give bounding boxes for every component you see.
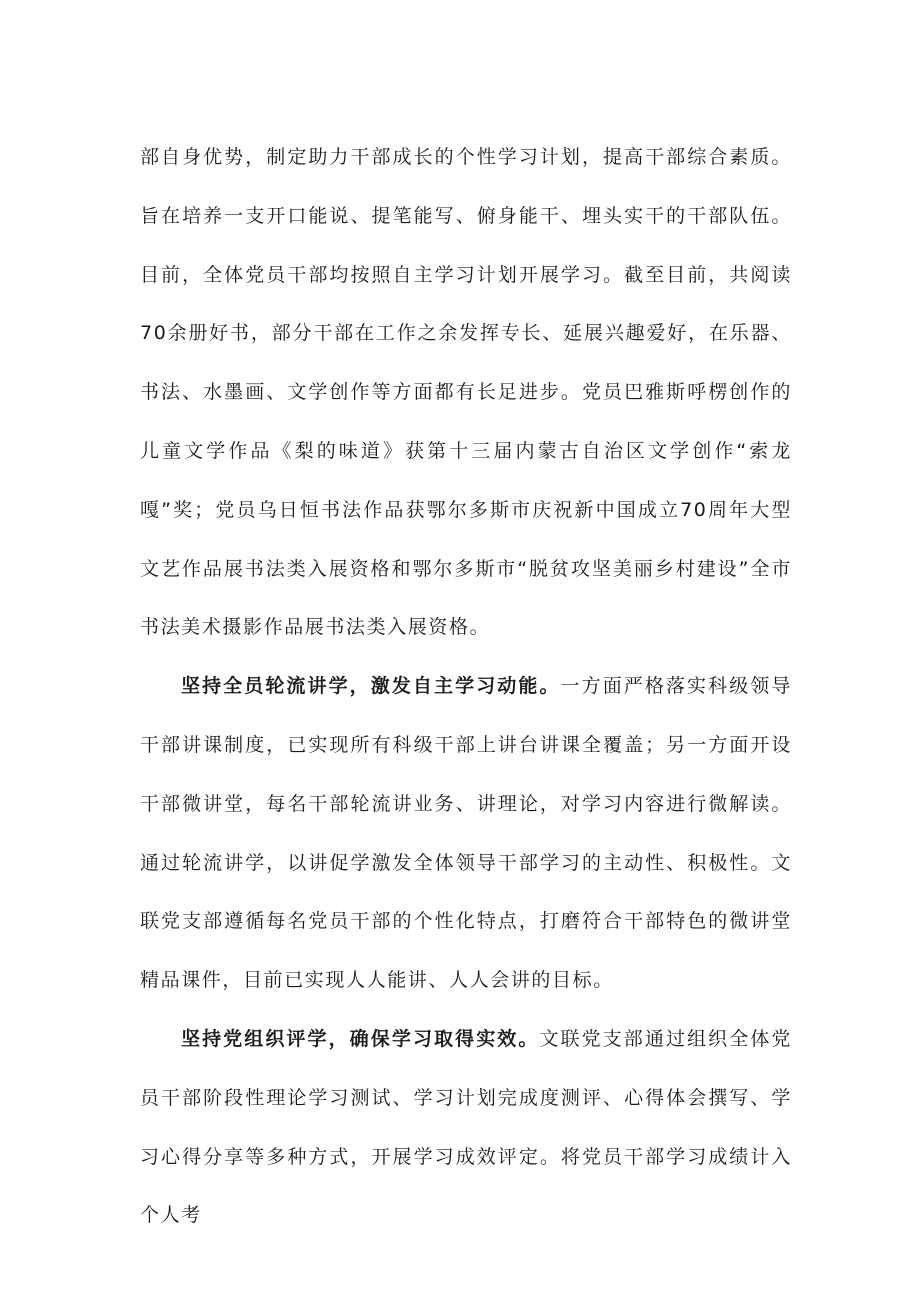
document-body [140, 128, 792, 1245]
paragraph-text: 部自身优势，制定助力干部成长的个性学习计划，提高干部综合素质。旨在培养一支开口能说、提笔能写、俯身能干、埋头实干的干部队伍。目前，全体党员干部均按照自主学习计划开展学习。截至目前，共阅读70余册好书，部分干部在工作之余发挥专长、延展兴趣爱好，在乐器、书法、水墨画、文学创作等方面都有长足进步。党员巴雅斯呼楞创作的儿童文学作品《梨的味道》获第十三届内蒙古自治区文学创作“索龙嘎”奖；党员乌日恒书法作品获鄂尔多斯市庆祝新中国成立70周年大型文艺作品展书法类入展资格和鄂尔多斯市“脱贫攻坚美丽乡村建设”全市书法美术摄影作品展书法类入展资格。 [140, 146, 792, 639]
paragraph-party-evaluation [140, 1010, 792, 1245]
paragraph-heading: 坚持全员轮流讲学，激发自主学习动能。 [181, 675, 561, 698]
paragraph-text: 文联党支部通过组织全体党员干部阶段性理论学习测试、学习计划完成度测评、心得体会撰写、学习心得分享等多种方式，开展学习成效评定。将党员干部学习成绩计入个人考 [140, 1027, 793, 1227]
paragraph-rotating-lectures [140, 657, 792, 1010]
paragraph-continuation [140, 128, 792, 657]
paragraph-heading: 坚持党组织评学，确保学习取得实效。 [181, 1027, 540, 1050]
paragraph-text: 一方面严格落实科级领导干部讲课制度，已实现所有科级干部上讲台讲课全覆盖；另一方面开设干部微讲堂，每名干部轮流讲业务、讲理论，对学习内容进行微解读。通过轮流讲学，以讲促学激发全体领导干部学习的主动性、积极性。文联党支部遵循每名党员干部的个性化特点，打磨符合干部特色的微讲堂精品课件，目前已实现人人能讲、人人会讲的目标。 [140, 675, 792, 992]
